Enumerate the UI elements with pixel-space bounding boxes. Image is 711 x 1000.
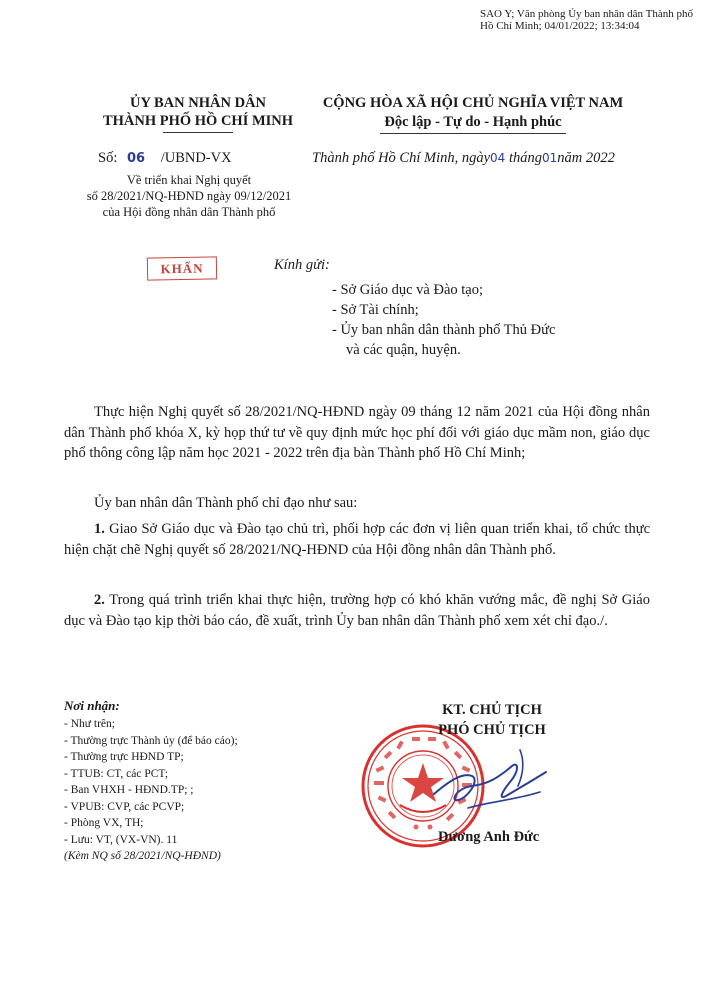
recipient-item: - Sở Giáo dục và Đào tạo; (332, 282, 484, 298)
doc-number-label: Số: (98, 150, 118, 166)
receiver-item: - Lưu: VT, (VX-VN). 11 (64, 833, 178, 846)
item-number: 1. (94, 521, 105, 537)
subject-line: Về triển khai Nghị quyết (126, 173, 252, 187)
body-text: Thực hiện Nghị quyết số 28/2021/NQ-HĐND ngày 09 tháng 12 năm 2021 của Hội đồng nhân dân Thành phố khóa X, kỳ họp thứ tư về quy định mức học phí đối với giáo dục mầm non, giáo dục phổ thông công lập năm học 2021 - 2022 trên địa bàn Thành phố Hồ Chí Minh; (64, 404, 650, 461)
doc-number-value: 06 (126, 151, 146, 166)
date-month: 01 (541, 151, 558, 165)
document-subject (64, 172, 314, 220)
issuing-agency (88, 94, 308, 133)
receiver-item: - Phòng VX, TH; (64, 817, 144, 829)
receivers-list (64, 716, 324, 865)
date-month-label: tháng (508, 150, 542, 166)
copy-certification-note: SAO Y; Văn phòng Ủy ban nhân dân Thành phố Hồ Chí Minh; 04/01/2022; 13:34:04 (480, 8, 693, 32)
subject-line: số 28/2021/NQ-HĐND ngày 09/12/2021 (86, 189, 292, 203)
receiver-item: (Kèm NQ số 28/2021/NQ-HĐND) (64, 850, 221, 862)
receiver-item: - Ban VHXH - HĐND.TP; ; (64, 784, 194, 796)
nation-line-2: Độc lập - Tự do - Hạnh phúc (384, 114, 562, 130)
recipient-item: - Sở Tài chính; (332, 302, 419, 318)
body-paragraph-1 (64, 402, 650, 464)
signature-line-2: PHÓ CHỦ TỊCH (438, 722, 546, 738)
place-and-date (312, 150, 615, 167)
signature-line-1: KT. CHỦ TỊCH (442, 702, 542, 718)
receiver-item: - Như trên; (64, 718, 115, 730)
agency-line-2: THÀNH PHỐ HỒ CHÍ MINH (102, 113, 294, 129)
receivers-title: Nơi nhận: (64, 698, 120, 713)
signer-name: Dương Anh Đức (438, 829, 540, 845)
body-paragraph-2 (64, 493, 650, 514)
handwritten-signature-icon (428, 742, 558, 822)
signature-title-block (412, 700, 572, 740)
place-date-prefix: Thành phố Hồ Chí Minh, ngày (312, 150, 491, 166)
urgent-stamp: KHẨN (147, 256, 217, 280)
recipient-item: - Ủy ban nhân dân thành phố Thủ Đức (332, 322, 556, 338)
agency-line-1: ỦY BAN NHÂN DÂN (129, 95, 266, 111)
document-number (98, 150, 232, 167)
greeting: Kính gửi: (274, 257, 330, 273)
receiver-item: - VPUB: CVP, các PCVP; (64, 800, 185, 813)
body-text: Ủy ban nhân dân Thành phố chỉ đạo như sau: (94, 495, 358, 511)
date-year: năm 2022 (557, 150, 615, 166)
subject-line: của Hội đồng nhân dân Thành phố (102, 205, 276, 219)
date-day: 04 (490, 151, 506, 165)
recipient-item: và các quận, huyện. (346, 342, 461, 358)
receiver-item: - Thường trực Thành ủy (để báo cáo); (64, 734, 238, 747)
national-motto (306, 94, 640, 134)
nation-line-1: CỘNG HÒA XÃ HỘI CHỦ NGHĨA VIỆT NAM (322, 95, 624, 111)
doc-number-suffix: /UBND-VX (160, 150, 232, 166)
item-number: 2. (94, 592, 105, 608)
receiver-item: - Thường trực HĐND TP; (64, 751, 184, 763)
receiver-item: - TTUB: CT, các PCT; (64, 767, 169, 780)
body-text: Giao Sở Giáo dục và Đào tạo chủ trì, phối hợp các đơn vị liên quan triển khai, tổ chức thực hiện chặt chẽ Nghị quyết số 28/2021/NQ-HĐND của Hội đồng nhân dân Thành phố. (64, 521, 650, 558)
recipient-list (332, 280, 672, 360)
body-text: Trong quá trình triển khai thực hiện, trường hợp có khó khăn vướng mắc, đề nghị Sở Giáo dục và Đào tạo kịp thời báo cáo, đề xuất, trình Ủy ban nhân dân Thành phố xem xét chỉ đạo./. (64, 592, 650, 629)
agency-divider (163, 132, 233, 133)
body-paragraph-3 (64, 519, 650, 560)
body-paragraph-4 (64, 590, 650, 631)
nation-divider (380, 133, 566, 134)
